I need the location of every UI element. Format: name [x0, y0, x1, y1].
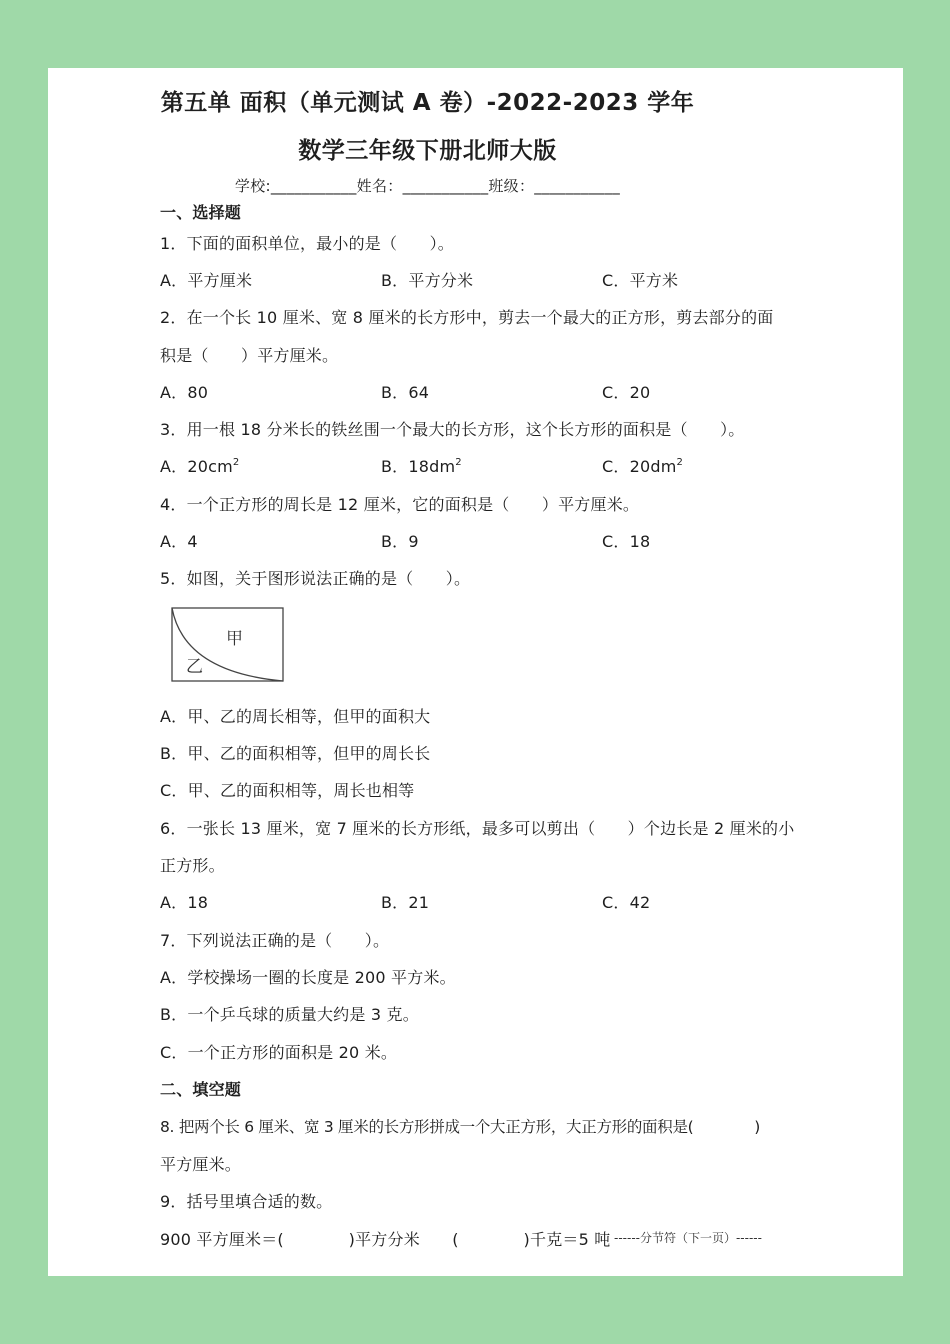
q3-option-b: B．$18dm^2$: [381, 457, 462, 476]
q7-option-c: C．一个正方形的面积是 20 米。: [160, 1043, 398, 1062]
q2-option-c: C．20: [602, 383, 651, 402]
q6-stem-1: 6．一张长 13 厘米，宽 7 厘米的长方形纸，最多可以剪出（ ）个边长是 2 厘米的小: [160, 819, 795, 838]
q7-stem: 7．下列说法正确的是（ ）。: [160, 931, 390, 950]
q7-option-b: B．一个乒乓球的质量大约是 3 克。: [160, 1005, 419, 1024]
q4-option-a: A．4: [160, 532, 198, 551]
title-line-2: 数学三年级下册北师大版: [298, 138, 557, 164]
q2-stem-1: 2．在一个长 10 厘米、宽 8 厘米的长方形中，剪去一个最大的正方形，剪去部分的面: [160, 308, 774, 327]
q5-label-jia: 甲: [226, 629, 243, 649]
student-info-line: 学校:___________姓名：___________班级：___________: [234, 177, 621, 195]
q4-option-c: C．18: [602, 532, 651, 551]
q6-stem-2: 正方形。: [160, 856, 225, 875]
section-fill-heading: 二、填空题: [160, 1080, 242, 1099]
q6-option-a: A．18: [160, 893, 209, 912]
q5-option-a: A．甲、乙的周长相等，但甲的面积大: [160, 707, 431, 726]
q6-option-c: C．42: [602, 893, 651, 912]
q2-option-a: A．80: [160, 383, 209, 402]
q2-stem-2: 积是（ ）平方厘米。: [160, 346, 339, 365]
q3-option-a: A．$20cm^2$: [160, 457, 240, 476]
section-break-marker: ------分节符（下一页）------: [614, 1231, 762, 1245]
q8-stem-1: 8. 把两个长 6 厘米、宽 3 厘米的长方形拼成一个大正方形，大正方形的面积是( ): [160, 1118, 760, 1136]
q6-option-b: B．21: [381, 893, 430, 912]
title-line-1: 第五单 面积（单元测试 A 卷）-2022-2023 学年: [160, 90, 695, 116]
q3-option-c: C．$20dm^2$: [602, 457, 684, 476]
q1-option-b: B．平方分米: [381, 271, 474, 290]
q1-option-c: C．平方米: [602, 271, 679, 290]
q5-option-c: C．甲、乙的面积相等，周长也相等: [160, 781, 415, 800]
q9-fill-line: 900 平方厘米＝( )平方分米 ( )千克＝5 吨: [160, 1230, 611, 1249]
section-choice-heading: 一、选择题: [160, 203, 242, 222]
q5-stem: 5．如图，关于图形说法正确的是（ ）。: [160, 569, 471, 588]
q3-stem: 3．用一根 18 分米长的铁丝围一个最大的长方形，这个长方形的面积是（ ）。: [160, 420, 745, 439]
q9-stem: 9．括号里填合适的数。: [160, 1192, 333, 1211]
q5-label-yi: 乙: [186, 657, 203, 677]
q4-stem: 4．一个正方形的周长是 12 厘米，它的面积是（ ）平方厘米。: [160, 495, 640, 514]
q5-figure: [170, 606, 286, 684]
q2-option-b: B．64: [381, 383, 430, 402]
q1-option-a: A．平方厘米: [160, 271, 253, 290]
q5-option-b: B．甲、乙的面积相等，但甲的周长长: [160, 744, 431, 763]
q4-option-b: B．9: [381, 532, 419, 551]
q1-stem: 1．下面的面积单位，最小的是（ ）。: [160, 234, 454, 253]
q7-option-a: A．学校操场一圈的长度是 200 平方米。: [160, 968, 456, 987]
q8-stem-2: 平方厘米。: [160, 1155, 242, 1174]
